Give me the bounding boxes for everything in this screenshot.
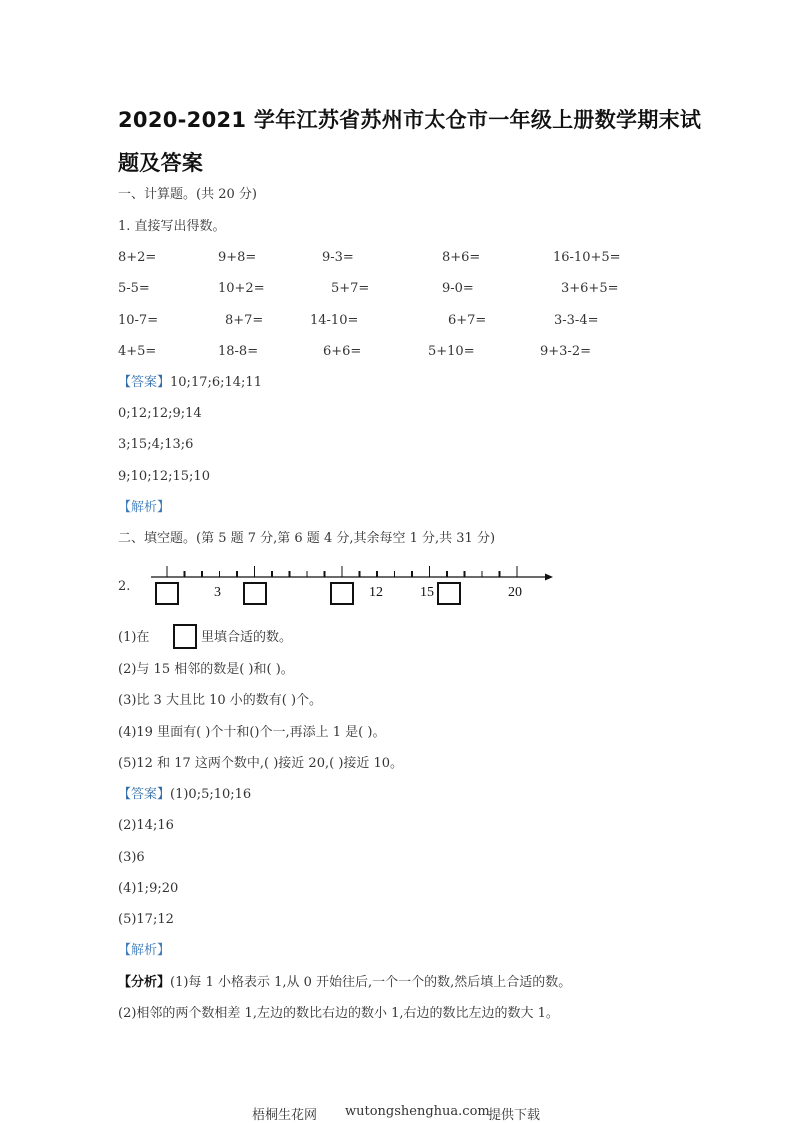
number-line-label-12: 12 xyxy=(369,585,383,600)
number-line-box-4[interactable] xyxy=(437,582,461,605)
arith-r1-c3: 9-3= xyxy=(322,250,354,265)
arith-r1-c5: 16-10+5= xyxy=(553,250,621,265)
arith-r4-c4: 5+10= xyxy=(428,344,475,359)
arith-r4-c2: 18-8= xyxy=(218,344,259,359)
number-line-label-20: 20 xyxy=(508,585,522,600)
arith-r3-c4: 6+7= xyxy=(448,313,487,328)
arith-r1-c4: 8+6= xyxy=(442,250,481,265)
footer-note: 提供下载 xyxy=(488,1108,541,1123)
q2-sub3: (3)比 3 大且比 10 小的数有( )个。 xyxy=(118,693,323,708)
arith-r3-c2: 8+7= xyxy=(225,313,264,328)
number-line-box-3[interactable] xyxy=(330,582,354,605)
arith-r4-c5: 9+3-2= xyxy=(540,344,591,359)
arith-r4-c3: 6+6= xyxy=(323,344,362,359)
q2-sub1 xyxy=(118,630,149,652)
arith-r2-c4: 9-0= xyxy=(442,281,474,296)
footer-site-url[interactable]: wutongshenghua.com xyxy=(345,1104,490,1119)
footer-site-name: 梧桐生花网 xyxy=(252,1108,318,1123)
arith-r2-c1: 5-5= xyxy=(118,281,150,296)
fenxi-text-1: (1)每 1 小格表示 1,从 0 开始往后,一个一个的数,然后填上合适的数。 xyxy=(170,975,572,990)
arith-r2-c2: 10+2= xyxy=(218,281,265,296)
q2-sub5: (5)12 和 17 这两个数中,( )接近 20,( )接近 10。 xyxy=(118,756,404,771)
arrow-head-icon xyxy=(545,574,553,581)
q2-sub1-post: 里填合适的数。 xyxy=(201,630,293,645)
fenxi-tag: 【分析】 xyxy=(118,975,171,990)
q2-sub1-pre: (1)在 xyxy=(118,630,150,645)
number-line-label-15: 15 xyxy=(420,585,434,600)
q2-answer-line1 xyxy=(118,787,251,803)
number-line-box-1[interactable] xyxy=(155,582,179,605)
arith-r3-c1: 10-7= xyxy=(118,313,159,328)
answer-tag: 【答案】 xyxy=(118,787,171,802)
arith-r2-c5: 3+6+5= xyxy=(561,281,619,296)
q2-fenxi-line2: (2)相邻的两个数相差 1,左边的数比右边的数小 1,右边的数比左边的数大 1。 xyxy=(118,1006,559,1021)
q2-analysis-tag: 【解析】 xyxy=(118,943,171,958)
section2-heading: 二、填空题。(第 5 题 7 分,第 6 题 4 分,其余每空 1 分,共 31 分) xyxy=(118,531,496,546)
q2-answer-line2: (2)14;16 xyxy=(118,818,174,833)
q1-label: 1. 直接写出得数。 xyxy=(118,219,226,234)
q2-answer-line5: (5)17;12 xyxy=(118,912,174,927)
arith-r1-c2: 9+8= xyxy=(218,250,257,265)
arith-r3-c5: 3-3-4= xyxy=(554,313,599,328)
q1-answer-line3: 3;15;4;13;6 xyxy=(118,437,194,452)
q2-answer-line3: (3)6 xyxy=(118,850,145,865)
number-line-label-3: 3 xyxy=(214,585,221,600)
q1-analysis-tag: 【解析】 xyxy=(118,500,171,515)
arith-r2-c3: 5+7= xyxy=(331,281,370,296)
q1-answer-line4: 9;10;12;15;10 xyxy=(118,469,210,484)
number-line-box-2[interactable] xyxy=(243,582,267,605)
q2-sub1-box-icon xyxy=(173,624,197,649)
document-title-line1: 2020-2021 学年江苏省苏州市太仓市一年级上册数学期末试 xyxy=(118,108,702,132)
answer-values: 10;17;6;14;11 xyxy=(170,375,262,390)
arith-r3-c3: 14-10= xyxy=(310,313,359,328)
section1-heading: 一、计算题。(共 20 分) xyxy=(118,187,257,202)
answer-tag: 【答案】 xyxy=(118,375,171,390)
document-title-line2: 题及答案 xyxy=(118,151,204,175)
q2-sub4: (4)19 里面有( )个十和()个一,再添上 1 是( )。 xyxy=(118,725,386,740)
q2-fenxi-line1 xyxy=(118,975,571,991)
q1-answer-line2: 0;12;12;9;14 xyxy=(118,406,202,421)
q2-number: 2. xyxy=(118,579,131,594)
q2-answer-line4: (4)1;9;20 xyxy=(118,881,179,896)
arith-r1-c1: 8+2= xyxy=(118,250,157,265)
answer-values: (1)0;5;10;16 xyxy=(170,787,252,802)
arith-r4-c1: 4+5= xyxy=(118,344,157,359)
q2-sub2: (2)与 15 相邻的数是( )和( )。 xyxy=(118,662,294,677)
